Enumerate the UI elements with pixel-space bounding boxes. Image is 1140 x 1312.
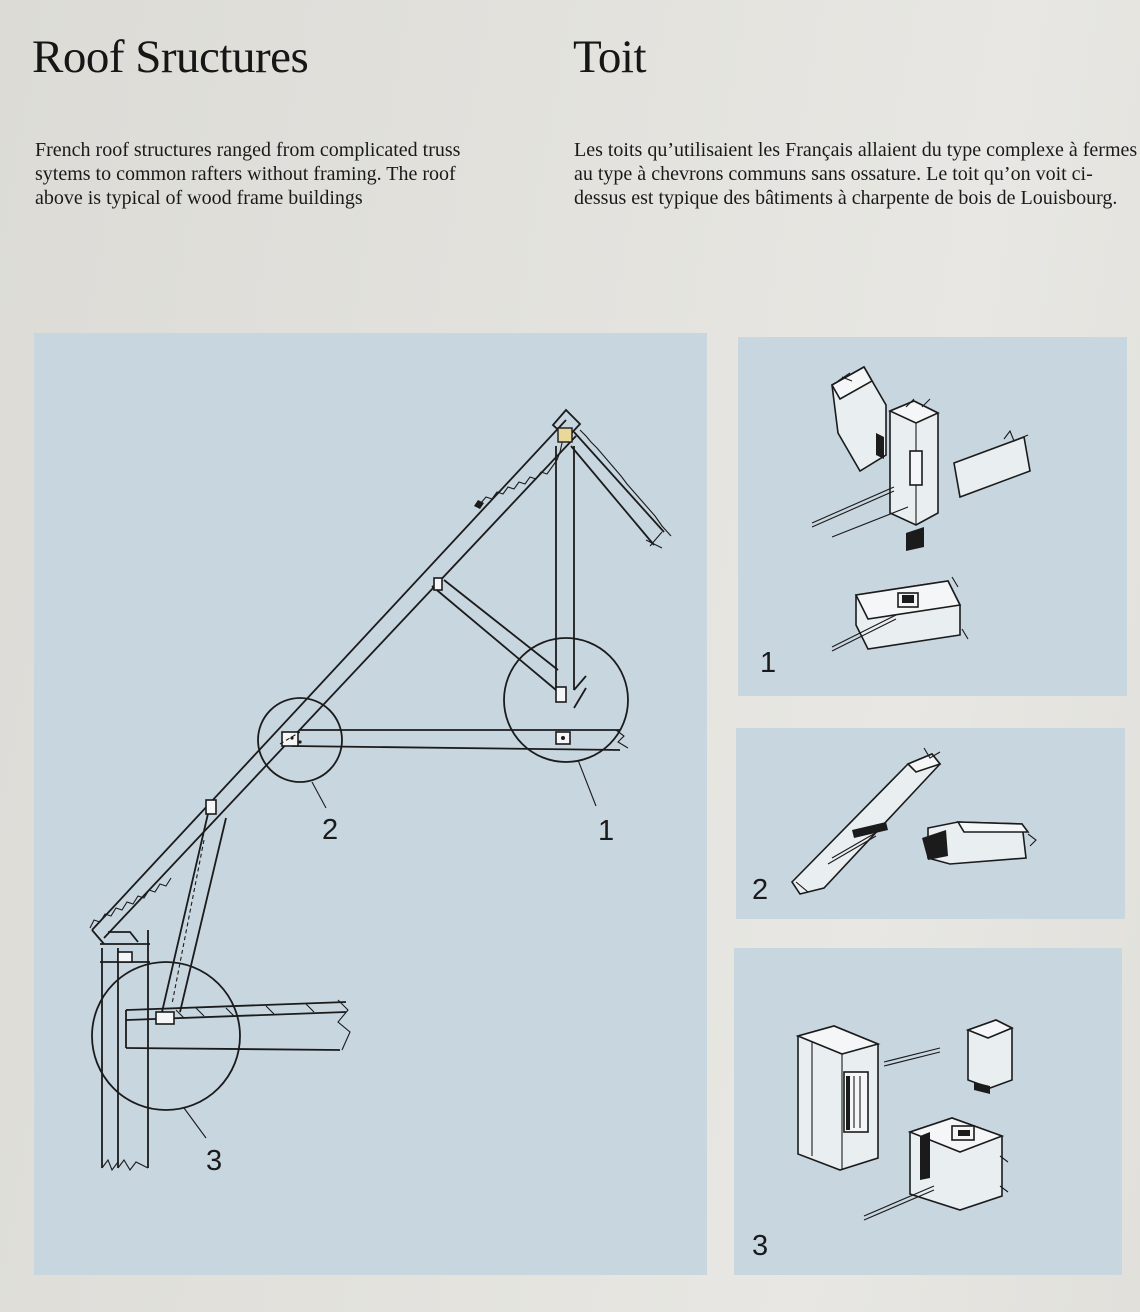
detail-2-label: 2 bbox=[752, 874, 769, 906]
detail-3-joinery-drawing bbox=[734, 948, 1122, 1275]
detail-1-joinery-drawing bbox=[738, 337, 1127, 696]
callout-label-1: 1 bbox=[598, 815, 615, 847]
callout-circle-3 bbox=[92, 962, 240, 1110]
callout-circle-2 bbox=[258, 698, 342, 782]
detail-3-label: 3 bbox=[752, 1230, 769, 1262]
principal-rafter bbox=[92, 420, 576, 938]
strut-brace bbox=[432, 578, 586, 708]
roof-truss-drawing bbox=[34, 333, 707, 1275]
detail-2-joinery-drawing bbox=[736, 728, 1125, 919]
floor-tie-beam bbox=[126, 1000, 350, 1050]
rafter-halving bbox=[792, 748, 940, 894]
post-with-mortise bbox=[798, 1026, 878, 1170]
strut-foot bbox=[968, 1020, 1012, 1094]
leader-line-3 bbox=[184, 1108, 206, 1138]
detail-1-panel bbox=[738, 337, 1127, 696]
callout-label-3: 3 bbox=[206, 1145, 223, 1177]
lower-strut bbox=[162, 800, 226, 1012]
king-post bbox=[556, 446, 574, 690]
detail-3-panel bbox=[734, 948, 1122, 1275]
collar-end bbox=[922, 822, 1036, 864]
king-post-tenon bbox=[890, 399, 938, 551]
roof-truss-diagram-panel bbox=[34, 333, 707, 1275]
detail-2-panel bbox=[736, 728, 1125, 919]
description-french: Les toits qu’utilisaient les Français allaient du type complexe à fermes au type à chevrons communs sans ossature. Le toit qu’on voit ci-dessus est typique des bâtiments à charpente de bois de Louisbourg. bbox=[574, 139, 1138, 209]
title-french: Toit bbox=[573, 31, 647, 83]
rafter-seat bbox=[954, 431, 1030, 497]
strut-end bbox=[832, 367, 886, 471]
detail-1-label: 1 bbox=[760, 647, 777, 679]
beam-with-notch bbox=[864, 1118, 1008, 1220]
description-english: French roof structures ranged from complicated truss sytems to common rafters without framing. The roof above is typical of wood frame buildings bbox=[35, 139, 461, 209]
callout-label-2: 2 bbox=[322, 814, 339, 846]
title-english: Roof Sructures bbox=[32, 31, 309, 83]
leader-line-2 bbox=[312, 782, 326, 808]
collar-tie-beam bbox=[280, 730, 628, 750]
eave bbox=[92, 930, 138, 944]
leader-line-1 bbox=[578, 760, 596, 806]
roof-shingles bbox=[90, 432, 565, 928]
ridge bbox=[553, 410, 671, 548]
tie-beam-mortise bbox=[832, 577, 968, 651]
peg-3 bbox=[884, 1048, 940, 1066]
